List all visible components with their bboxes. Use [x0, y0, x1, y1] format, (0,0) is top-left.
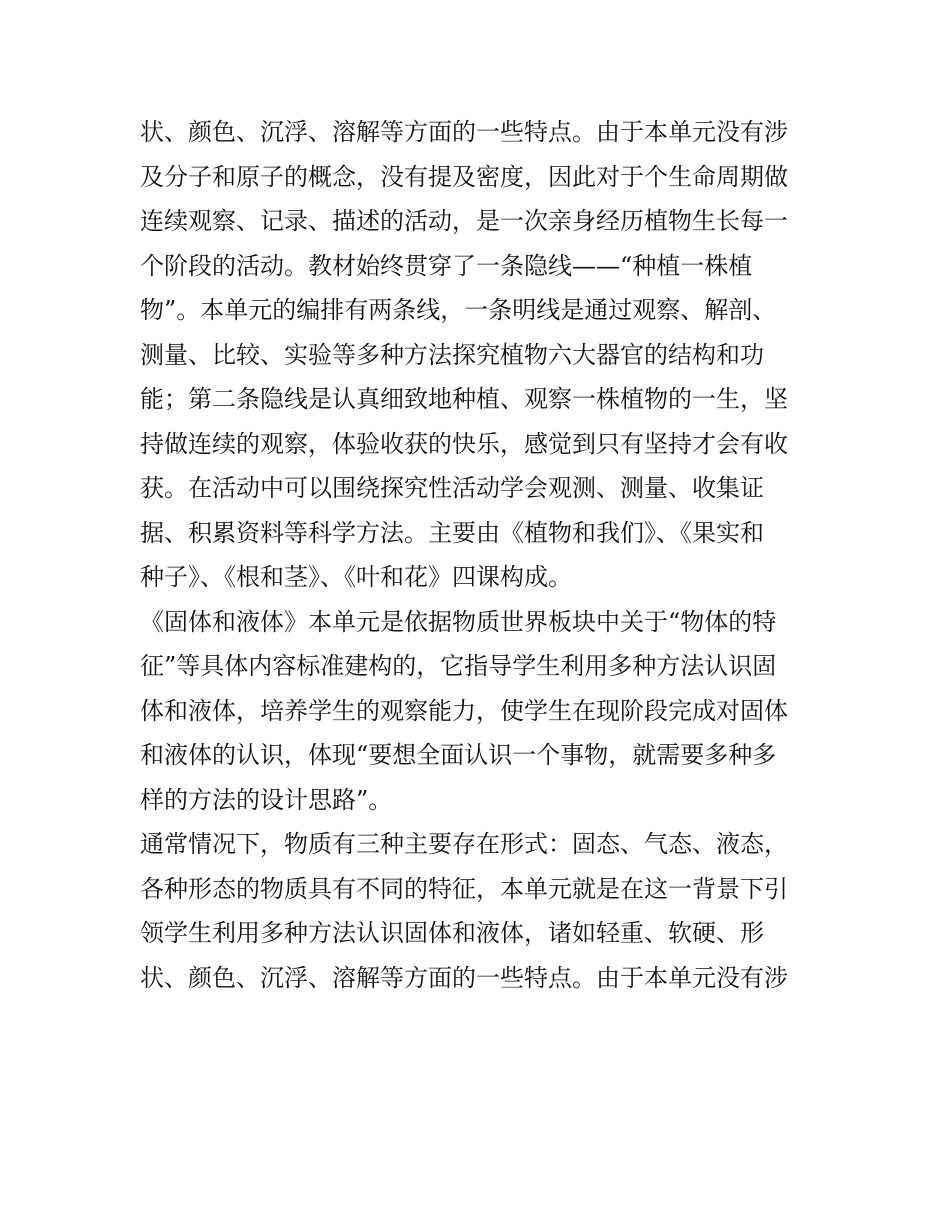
text-line: 及分子和原子的概念，没有提及密度，因此对于个生命周期做 — [140, 162, 788, 191]
text-line: 和液体的认识，体现“要想全面认识一个事物，就需要多种多 — [140, 741, 777, 769]
text-line: 种子》、《根和茎》、《叶和花》四课构成。 — [140, 563, 572, 591]
text-line: 《固体和液体》本单元是依据物质世界板块中关于“物体的特 — [140, 607, 777, 636]
text-line: 持做连续的观察，体验收获的快乐，感觉到只有坚持才会有收 — [140, 429, 788, 458]
text-line: 体和液体，培养学生的观察能力，使学生在现阶段完成对固体 — [140, 696, 788, 725]
text-line: 通常情况下，物质有三种主要存在形式：固态、气态、液态， — [140, 830, 788, 858]
text-line: 各种形态的物质具有不同的特征，本单元就是在这一背景下引 — [140, 874, 788, 903]
text-line: 征”等具体内容标准建构的，它指导学生利用多种方法认识固 — [140, 652, 777, 680]
text-line: 样的方法的设计思路”。 — [140, 785, 393, 814]
text-line: 状、颜色、沉浮、溶解等方面的一些特点。由于本单元没有涉 — [140, 963, 788, 992]
text-line: 状、颜色、沉浮、溶解等方面的一些特点。由于本单元没有涉 — [140, 118, 788, 146]
body-text — [140, 110, 820, 1000]
text-line: 物”。本单元的编排有两条线，一条明线是通过观察、解剖、 — [140, 296, 777, 324]
text-line: 连续观察、记录、描述的活动，是一次亲身经历植物生长每一 — [140, 207, 788, 235]
text-line: 获。在活动中可以围绕探究性活动学会观测、测量、收集证 — [140, 474, 764, 502]
text-line: 领学生利用多种方法认识固体和液体，诸如轻重、软硬、形 — [140, 919, 764, 947]
text-line: 据、积累资料等科学方法。主要由《植物和我们》、《果实和 — [140, 518, 764, 547]
text-line: 测量、比较、实验等多种方法探究植物六大器官的结构和功 — [140, 340, 764, 369]
text-line: 个阶段的活动。教材始终贯穿了一条隐线——“种植一株植 — [140, 251, 753, 280]
text-line: 能；第二条隐线是认真细致地种植、观察一株植物的一生，坚 — [140, 385, 788, 413]
